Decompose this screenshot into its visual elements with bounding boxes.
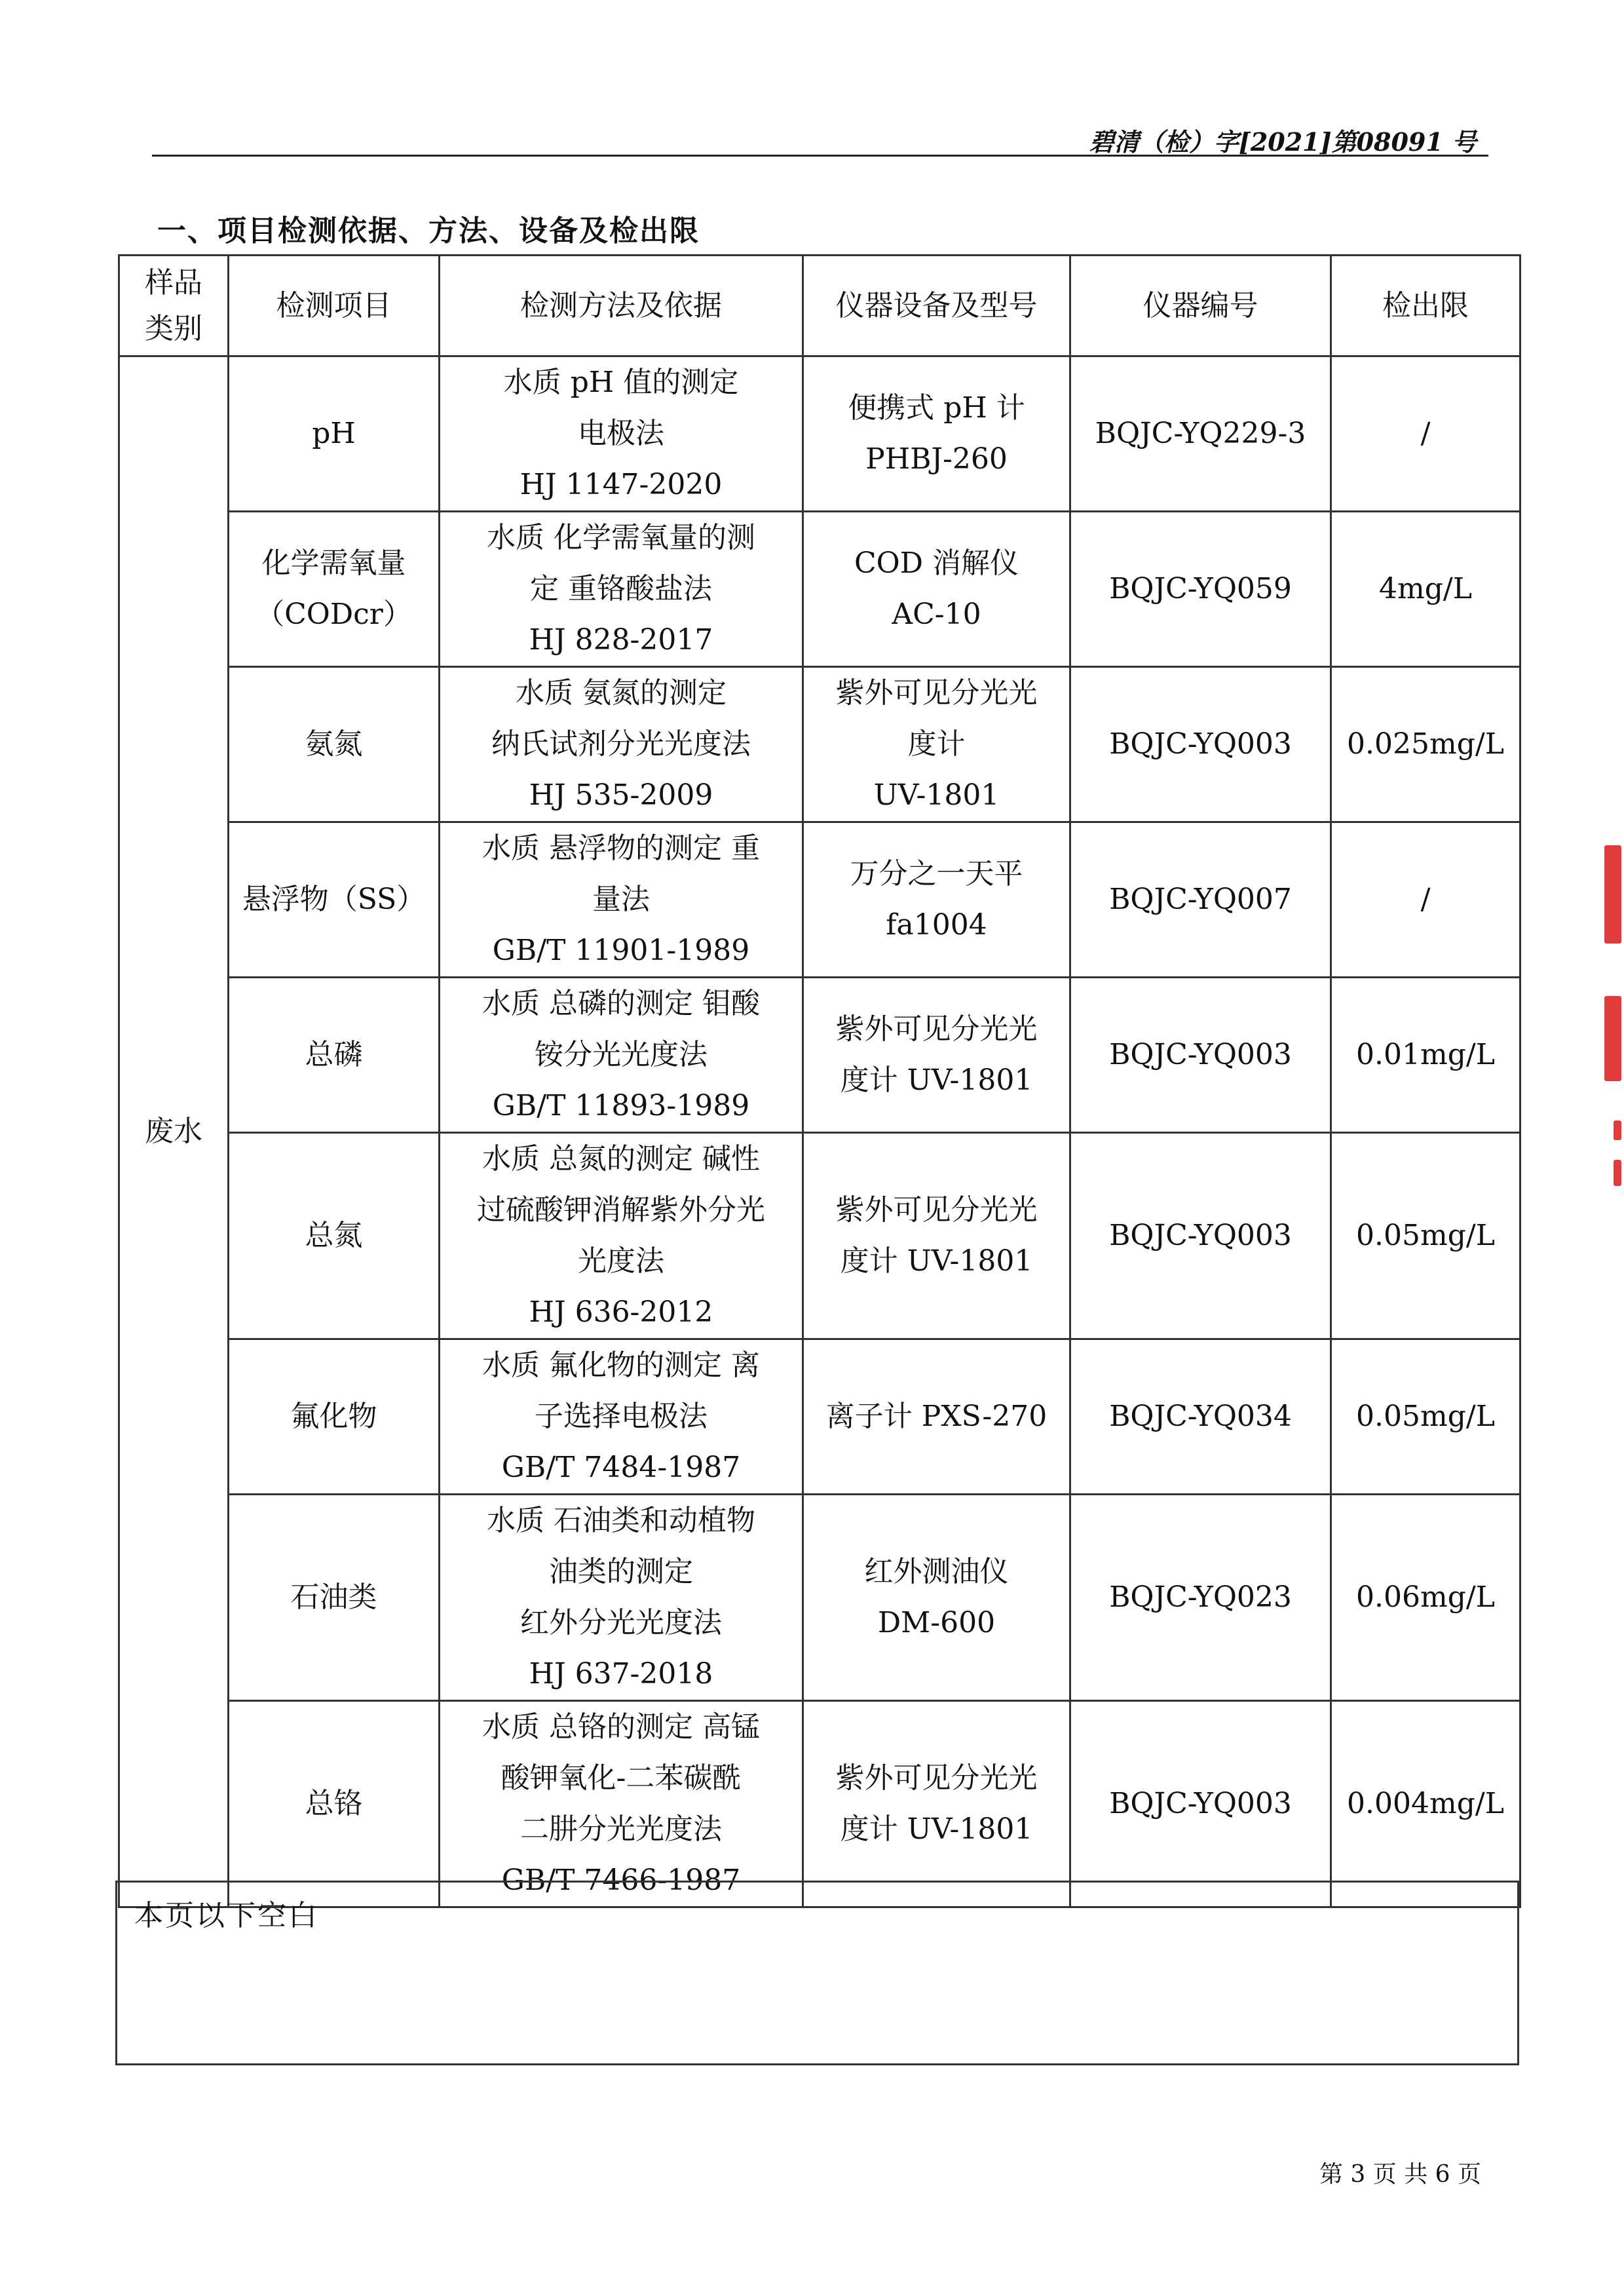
method-cell-line: 水质 pH 值的测定 <box>503 366 739 399</box>
method-cell-line: 定 重铬酸盐法 <box>530 572 712 605</box>
header-instrument-no: 仪器编号 <box>1070 256 1331 356</box>
instrument-cell-line: 紫外可见分光光 <box>835 1012 1038 1046</box>
method-cell-line: HJ 1147-2020 <box>519 468 723 501</box>
method-cell-line: 水质 总铬的测定 高锰 <box>482 1710 760 1744</box>
limit-cell: 0.06mg/L <box>1331 1495 1520 1701</box>
item-cell <box>229 667 440 822</box>
item-cell <box>229 356 440 512</box>
item-cell-line: 化学需氧量 <box>261 546 406 580</box>
method-cell-line: GB/T 11901-1989 <box>492 934 750 967</box>
instrument-no-cell: BQJC-YQ003 <box>1070 1701 1331 1907</box>
instrument-cell-line: PHBJ-260 <box>865 442 1008 476</box>
method-cell-line: 过硫酸钾消解紫外分光 <box>477 1193 765 1227</box>
instrument-cell-line: 度计 <box>907 727 966 761</box>
limit-cell: 0.05mg/L <box>1331 1339 1520 1495</box>
method-cell-line: 电极法 <box>578 417 664 450</box>
item-cell-line: 氨氮 <box>305 727 363 761</box>
table-row <box>119 1339 1520 1495</box>
table-row <box>119 667 1520 822</box>
instrument-no-cell: BQJC-YQ059 <box>1070 512 1331 667</box>
method-cell-line: HJ 636-2012 <box>529 1295 713 1329</box>
method-cell-line: GB/T 7484-1987 <box>501 1451 741 1484</box>
instrument-no-cell: BQJC-YQ007 <box>1070 822 1331 978</box>
instrument-no-cell: BQJC-YQ003 <box>1070 978 1331 1133</box>
limit-cell: 0.05mg/L <box>1331 1133 1520 1339</box>
instrument-cell <box>803 1495 1070 1701</box>
table-row <box>119 1495 1520 1701</box>
instrument-cell-line: 红外测油仪 <box>864 1555 1009 1588</box>
table-row <box>119 978 1520 1133</box>
header-limit: 检出限 <box>1331 256 1520 356</box>
red-seal-edge <box>1604 845 1624 1186</box>
instrument-no-cell: BQJC-YQ003 <box>1070 1133 1331 1339</box>
instrument-cell-line: 便携式 pH 计 <box>848 391 1025 425</box>
method-cell-line: 水质 化学需氧量的测 <box>487 521 755 554</box>
item-cell <box>229 822 440 978</box>
method-cell <box>440 1133 803 1339</box>
table-header-row <box>119 256 1520 356</box>
method-cell-line: 水质 悬浮物的测定 重 <box>482 832 760 865</box>
instrument-no-cell: BQJC-YQ003 <box>1070 667 1331 822</box>
section-title: 一、项目检测依据、方法、设备及检出限 <box>157 214 700 248</box>
method-cell <box>440 667 803 822</box>
header-rule <box>152 155 1488 157</box>
header-method: 检测方法及依据 <box>440 256 803 356</box>
item-cell <box>229 1133 440 1339</box>
instrument-cell-line: AC-10 <box>892 598 981 631</box>
method-cell <box>440 356 803 512</box>
instrument-cell-line: 度计 UV-1801 <box>840 1244 1033 1278</box>
method-cell-line: 水质 总磷的测定 钼酸 <box>482 987 760 1020</box>
table-row <box>119 1701 1520 1907</box>
table-row <box>119 356 1520 512</box>
instrument-cell <box>803 822 1070 978</box>
item-cell-line: （CODcr） <box>255 598 412 631</box>
instrument-cell <box>803 667 1070 822</box>
instrument-no-cell: BQJC-YQ229-3 <box>1070 356 1331 512</box>
table-row <box>119 822 1520 978</box>
limit-cell: / <box>1331 822 1520 978</box>
instrument-cell-line: UV-1801 <box>873 778 1000 812</box>
instrument-cell <box>803 1133 1070 1339</box>
method-cell <box>440 978 803 1133</box>
method-cell-line: HJ 637-2018 <box>529 1657 713 1691</box>
item-cell <box>229 1495 440 1701</box>
instrument-cell <box>803 512 1070 667</box>
item-cell <box>229 1339 440 1495</box>
instrument-cell-line: 离子计 PXS-270 <box>825 1400 1048 1433</box>
header-sample-type: 样品 类别 <box>119 256 229 356</box>
method-cell-line: 酸钾氧化-二苯碳酰 <box>500 1761 742 1795</box>
item-cell-line: 悬浮物（SS） <box>242 883 426 916</box>
instrument-cell-line: 紫外可见分光光 <box>835 676 1038 710</box>
method-cell-line: 铵分光光度法 <box>535 1038 708 1071</box>
item-cell-line: pH <box>312 417 356 450</box>
limit-cell: 0.01mg/L <box>1331 978 1520 1133</box>
method-cell-line: 水质 总氮的测定 碱性 <box>482 1142 760 1176</box>
item-cell-line: 氟化物 <box>290 1400 377 1433</box>
instrument-cell-line: 万分之一天平 <box>850 857 1023 890</box>
item-cell-line: 总铬 <box>305 1787 363 1820</box>
method-cell-line: GB/T 11893-1989 <box>492 1089 750 1122</box>
method-cell-line: 纳氏试剂分光光度法 <box>491 727 751 761</box>
detection-table <box>118 254 1521 1908</box>
instrument-cell-line: COD 消解仪 <box>854 546 1019 580</box>
page-number: 第 3 页 共 6 页 <box>1319 2161 1481 2188</box>
method-cell-line: 水质 氨氮的测定 <box>516 676 727 710</box>
report-number: 碧清（检）字[2021]第08091 号 <box>1089 127 1477 157</box>
blank-note: 本页以下空白 <box>134 1899 319 1932</box>
item-cell <box>229 978 440 1133</box>
instrument-no-cell: BQJC-YQ023 <box>1070 1495 1331 1701</box>
method-cell <box>440 822 803 978</box>
limit-cell: / <box>1331 356 1520 512</box>
instrument-cell <box>803 1339 1070 1495</box>
header-item: 检测项目 <box>229 256 440 356</box>
method-cell-line: 水质 石油类和动植物 <box>487 1504 755 1537</box>
method-cell <box>440 512 803 667</box>
instrument-cell-line: 紫外可见分光光 <box>835 1761 1038 1795</box>
instrument-no-cell: BQJC-YQ034 <box>1070 1339 1331 1495</box>
method-cell-line: GB/T 7466-1987 <box>501 1864 741 1897</box>
instrument-cell-line: 度计 UV-1801 <box>840 1812 1033 1846</box>
instrument-cell-line: 紫外可见分光光 <box>835 1193 1038 1227</box>
item-cell-line: 总磷 <box>305 1038 363 1071</box>
table-body <box>119 356 1520 1907</box>
sample-type-cell: 废水 <box>119 356 229 1907</box>
limit-cell: 0.025mg/L <box>1331 667 1520 822</box>
method-cell <box>440 1339 803 1495</box>
method-cell-line: 水质 氟化物的测定 离 <box>482 1349 760 1382</box>
method-cell-line: 红外分光光度法 <box>520 1606 722 1639</box>
instrument-cell-line: DM-600 <box>877 1606 996 1639</box>
limit-cell: 0.004mg/L <box>1331 1701 1520 1907</box>
method-cell-line: HJ 535-2009 <box>529 778 713 812</box>
instrument-cell <box>803 356 1070 512</box>
blank-area <box>115 1881 1519 2065</box>
method-cell <box>440 1701 803 1907</box>
method-cell-line: 量法 <box>592 883 650 916</box>
instrument-cell <box>803 1701 1070 1907</box>
item-cell-line: 总氮 <box>305 1219 363 1252</box>
method-cell-line: HJ 828-2017 <box>529 623 713 657</box>
limit-cell: 4mg/L <box>1331 512 1520 667</box>
method-cell <box>440 1495 803 1701</box>
instrument-cell-line: fa1004 <box>886 908 987 942</box>
method-cell-line: 二肼分光光度法 <box>520 1812 722 1846</box>
instrument-cell <box>803 978 1070 1133</box>
method-cell-line: 子选择电极法 <box>535 1400 708 1433</box>
table-row <box>119 512 1520 667</box>
instrument-cell-line: 度计 UV-1801 <box>840 1063 1033 1097</box>
item-cell-line: 石油类 <box>290 1580 377 1614</box>
item-cell <box>229 512 440 667</box>
table-row <box>119 1133 1520 1339</box>
header-instrument: 仪器设备及型号 <box>803 256 1070 356</box>
item-cell <box>229 1701 440 1907</box>
method-cell-line: 油类的测定 <box>549 1555 693 1588</box>
method-cell-line: 光度法 <box>578 1244 664 1278</box>
